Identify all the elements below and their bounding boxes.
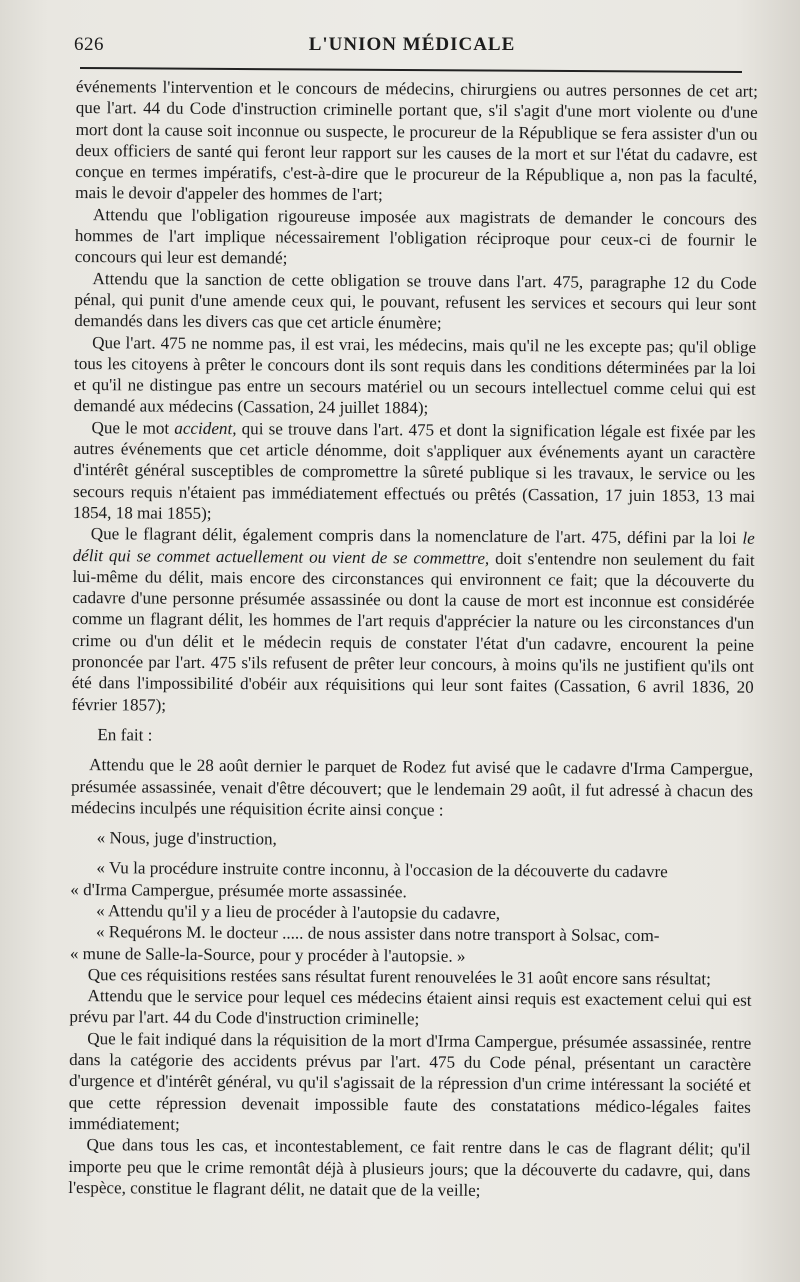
- quote-line: « d'Irma Campergue, présumée morte assassinée.: [70, 879, 407, 902]
- italic-definition: le délit qui se commet actuellement ou vient de se commettre,: [72, 528, 755, 568]
- paragraph-text: doit s'entendre non seulement du fait lui-même du délit, mais encore des circonstances qui environnent ce fait; que la découverte du cadavre d'une personne présumée assassinée ou dont la cause de mort est inconnue est considérée comme un flagrant délit, les hommes de l'art requis d'apprécier la nature ou les circonstances d'un crime ou d'un délit et le médecin requis de constater l'état d'un cadavre, encourent la peine prononcée par l'art. 475 s'ils refusent de prêter leur concours, à moins qu'ils ne justifient qu'ils ont été dans l'impossibilité d'obéir aux réquisitions qui leur sont faites (Cassation, 6 avril 1836, 20 février 1857);: [71, 548, 755, 715]
- section-heading: En fait :: [97, 725, 153, 745]
- italic-term: accident,: [174, 418, 237, 438]
- quote-line: « Requérons M. le docteur ..... de nous assister dans notre transport à Solsac, com-: [95, 922, 660, 946]
- page-header: [74, 34, 750, 60]
- article-body: [68, 76, 758, 1203]
- header-rule: [80, 67, 742, 73]
- paragraph: Que l'art. 475 ne nomme pas, il est vrai, les médecins, mais qu'il ne les excepte pas; qu'il oblige tous les citoyens à prêter le concours dont ils sont requis dans les conditions déterminées par la loi et qu'il ne distingue pas entre un secours matériel ou un secours intellectuel comme celui qui est demandé aux médecins (Cassation, 24 juillet 1884);: [73, 332, 757, 418]
- page-number: 626: [74, 34, 104, 55]
- paragraph: Que le fait indiqué dans la réquisition de la mort d'Irma Campergue, présumée assassinée, rentre dans la catégorie des accidents prévus par l'art. 475 du Code pénal, présentant un caractère d'urgence et d'intérêt général, vu qu'il s'agissait de la répression d'un crime intéressant la société et que cette répression devenait impossible faute des constatations médico-légales faites immédiatement;: [68, 1028, 752, 1134]
- paragraph: Que ces réquisitions restées sans résultat furent renouvelées le 31 août encore sans résultat;: [87, 964, 712, 989]
- quote-line: « Attendu qu'il y a lieu de procéder à l'autopsie du cadavre,: [96, 901, 501, 923]
- quote-line: « Nous, juge d'instruction,: [96, 828, 277, 849]
- paragraph-text: qui se trouve dans l'art. 475 et dont la signification légale est fixée par les autres événements que cet article dénomme, doit s'appliquer aux événements ayant un caractère d'intérêt général susceptibles de compromettre la sûreté publique si les travaux, le service ou les secours requis n'étaient pas immédiatement effectués ou prêtés (Cassation, 17 juin 1853, 13 mai 1854, 18 mai 1855);: [72, 418, 756, 523]
- journal-title: L'UNION MÉDICALE: [308, 34, 516, 55]
- paragraph: Attendu que l'obligation rigoureuse imposée aux magistrats de demander le concours des hommes de l'art implique nécessairement l'obligation réciproque pour ceux-ci de fournir le concours qui leur est demandé;: [74, 204, 758, 268]
- paragraph-text: Que le flagrant délit, également compris dans la nomenclature de l'art. 475, défini par la loi: [90, 524, 743, 548]
- paragraph: Attendu que le service pour lequel ces médecins étaient ainsi requis est exactement celui qui est prévu par l'art. 44 du Code d'instruction criminelle;: [69, 986, 752, 1029]
- quote-line: « Vu la procédure instruite contre inconnu, à l'occasion de la découverte du cadavre: [96, 858, 668, 882]
- paragraph: [73, 417, 756, 528]
- paragraph-text: Que le mot: [91, 417, 175, 438]
- paragraph: Attendu que la sanction de cette obligation se trouve dans l'art. 475, paragraphe 12 du Code pénal, qui punit d'une amende ceux qui, le pouvant, refusent les services et secours qui leur sont demandés dans les divers cas que cet article énumère;: [74, 268, 757, 333]
- paragraph: Que dans tous les cas, et incontestablement, ce fait rentre dans le cas de flagrant délit; qu'il importe peu que le crime remontât déjà à plusieurs jours; que la découverte du cadavre, qui, dans l'espèce, constitue le flagrant délit, ne datait que de la veille;: [68, 1135, 751, 1200]
- paragraph: [72, 523, 755, 719]
- quote-line: « mune de Salle-la-Source, pour y procéder à l'autopsie. »: [69, 943, 466, 966]
- paragraph: Attendu que le 28 août dernier le parquet de Rodez fut avisé que le cadavre d'Irma Campergue, présumée assassinée, venait d'être découvert; que le lendemain 29 août, il fut adressé à chacun des médecins inculpés une réquisition écrite ainsi conçue :: [70, 755, 754, 820]
- paragraph: événements l'intervention et le concours de médecins, chirurgiens ou autres personnes de cet art; que l'art. 44 du Code d'instruction criminelle portant que, s'il s'agit d'une mort violente ou d'une mort dont la cause soit inconnue ou suspecte, le procureur de la République se fera assister d'un ou deux officiers de santé qui feront leur rapport sur les causes de la mort et sur l'état du cadavre, est conçue en termes impératifs, c'est-à-dire que le procureur de la République a, non pas la faculté, mais le devoir d'appeler des hommes de l'art;: [75, 76, 758, 205]
